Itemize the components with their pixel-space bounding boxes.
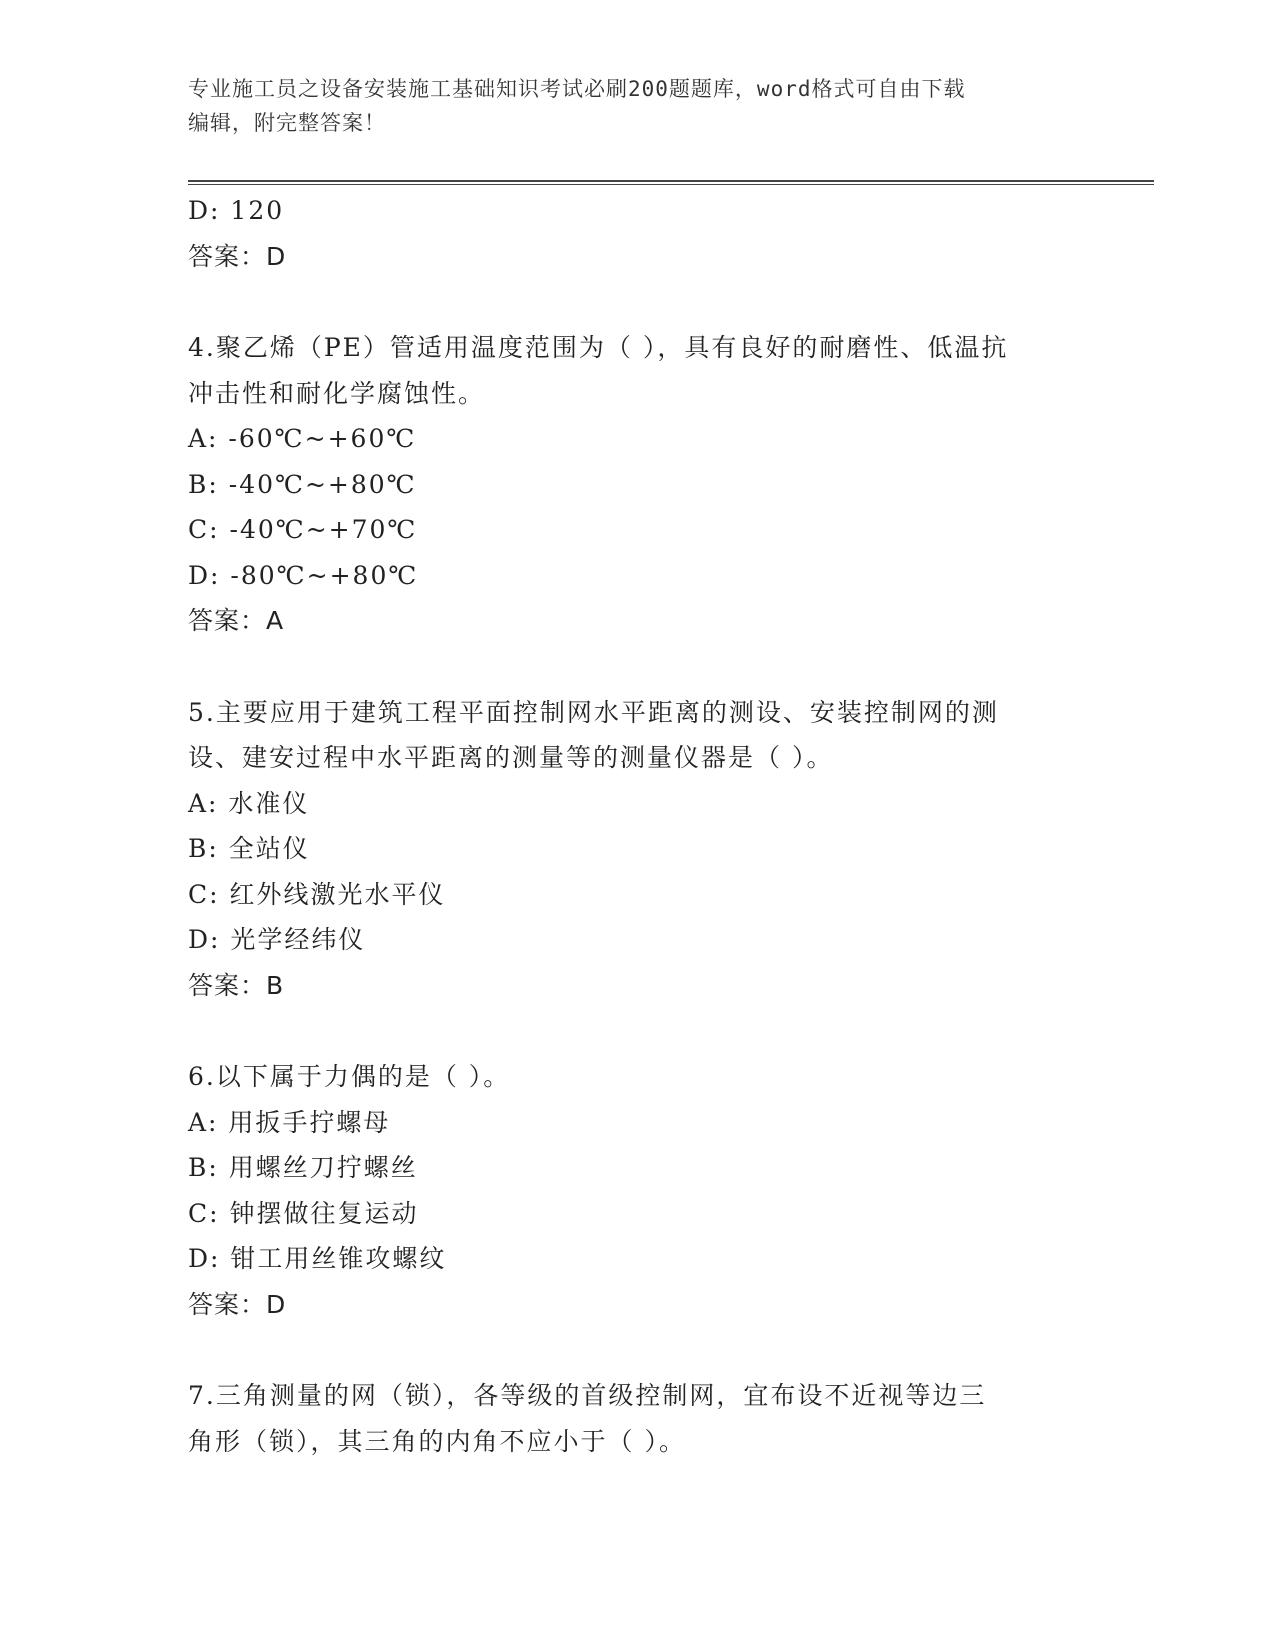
option-c: C: -40℃~+70℃ bbox=[188, 515, 418, 544]
question-text-line: 6.以下属于力偶的是（ ）。 bbox=[188, 1062, 511, 1091]
header-line-1: 专业施工员之设备安装施工基础知识考试必刷200题题库，word格式可自由下载 bbox=[188, 77, 966, 101]
answer-label: 答案：D bbox=[188, 1289, 287, 1319]
option-d: D: 光学经纬仪 bbox=[188, 925, 366, 954]
answer-label: 答案：A bbox=[188, 606, 285, 635]
document-header bbox=[188, 72, 1068, 140]
option-a: A: 水准仪 bbox=[188, 788, 310, 818]
option-c: C: 钟摆做往复运动 bbox=[188, 1198, 419, 1228]
option-b: B: -40℃~+80℃ bbox=[188, 469, 417, 499]
spacer bbox=[188, 1008, 1088, 1054]
question-text-line: 7.三角测量的网（锁），各等级的首级控制网，宜布设不近视等边三 bbox=[188, 1381, 987, 1410]
spacer bbox=[188, 644, 1088, 690]
question-3-tail bbox=[188, 188, 1088, 279]
question-content bbox=[188, 188, 1088, 1464]
header-line-2: 编辑，附完整答案！ bbox=[188, 111, 386, 135]
answer-label: 答案：B bbox=[188, 970, 285, 1000]
option-d: D: 钳工用丝锥攻螺纹 bbox=[188, 1244, 447, 1273]
option-c: C: 红外线激光水平仪 bbox=[188, 879, 446, 909]
option-a: A: -60℃~+60℃ bbox=[188, 424, 417, 453]
question-6 bbox=[188, 1054, 1088, 1327]
question-text-line: 角形（锁），其三角的内角不应小于（ ）。 bbox=[188, 1426, 686, 1456]
question-text-line: 4.聚乙烯（PE）管适用温度范围为（ ），具有良好的耐磨性、低温抗 bbox=[188, 333, 1009, 362]
spacer bbox=[188, 279, 1088, 325]
option-a: A: 用扳手拧螺母 bbox=[188, 1107, 391, 1137]
answer-label: 答案：D bbox=[188, 241, 287, 271]
question-4 bbox=[188, 325, 1088, 644]
header-divider-thin bbox=[188, 184, 1154, 185]
question-5 bbox=[188, 690, 1088, 1009]
question-text-line: 5.主要应用于建筑工程平面控制网水平距离的测设、安装控制网的测 bbox=[188, 697, 999, 727]
option-b: B: 用螺丝刀拧螺丝 bbox=[188, 1153, 418, 1182]
question-7 bbox=[188, 1373, 1088, 1464]
header-divider-thick bbox=[188, 180, 1154, 182]
question-text-line: 冲击性和耐化学腐蚀性。 bbox=[188, 378, 486, 408]
question-text-line: 设、建安过程中水平距离的测量等的测量仪器是（ ）。 bbox=[188, 743, 834, 772]
option-b: B: 全站仪 bbox=[188, 834, 310, 863]
option-d: D: -80℃~+80℃ bbox=[188, 560, 419, 590]
spacer bbox=[188, 1327, 1088, 1373]
option-d: D: 120 bbox=[188, 196, 285, 225]
